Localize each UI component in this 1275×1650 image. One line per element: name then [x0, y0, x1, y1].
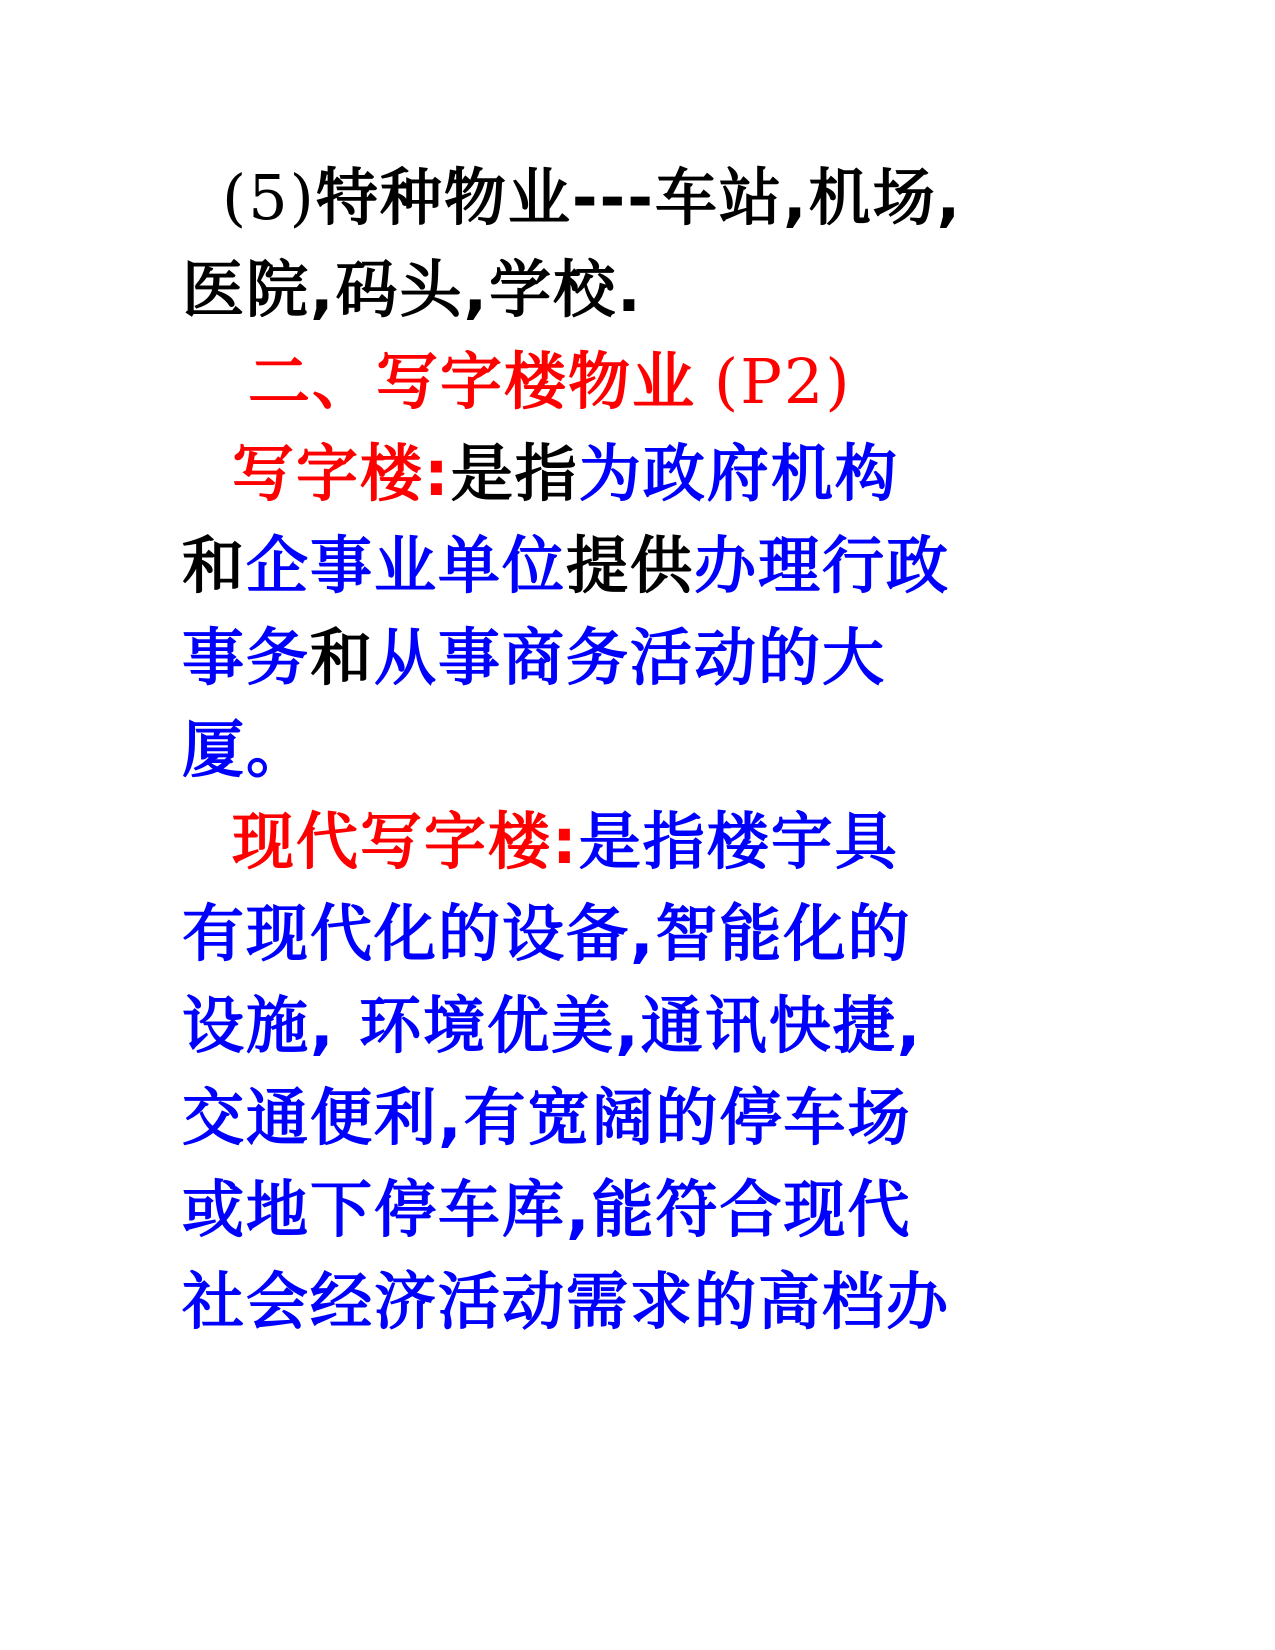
office-segment: 事务	[182, 621, 311, 694]
office-definition-line-2	[182, 526, 1275, 606]
modern-definition-line-1	[232, 802, 1275, 882]
office-segment: 为政府机构	[578, 437, 899, 510]
modern-term: 现代写字楼:	[232, 805, 579, 878]
modern-first-line-text: 是指楼宇具	[578, 805, 899, 878]
section5-line1-text: 特种物业---车站,机场,	[315, 161, 963, 234]
section5-line1	[222, 158, 1275, 238]
modern-definition-line-5: 或地下停车库,能符合现代	[182, 1173, 912, 1246]
section5-number: (5)	[222, 161, 316, 234]
office-segment: 厦。	[182, 713, 311, 786]
section-heading-label: 二、写字楼物业	[248, 345, 697, 418]
modern-definition-line-4: 交通便利,有宽阔的停车场	[182, 1081, 912, 1154]
section5-line2: 医院,码头,学校.	[182, 253, 643, 326]
office-segment: 和	[182, 529, 247, 602]
office-segment: 从事商务活动的大	[374, 621, 887, 694]
office-definition-line-4	[182, 710, 1275, 790]
office-definition-line-3	[182, 618, 1275, 698]
office-segment: 提供	[566, 529, 695, 602]
office-segment: 办理行政	[694, 529, 951, 602]
office-term: 写字楼:	[232, 437, 451, 510]
office-segment: 企事业单位	[246, 529, 567, 602]
section-heading-ref: (P2)	[714, 345, 852, 418]
modern-definition-line-2: 有现代化的设备,智能化的	[182, 897, 912, 970]
modern-definition-line-6: 社会经济活动需求的高档办	[182, 1265, 951, 1338]
modern-definition-line-3: 设施, 环境优美,通讯快捷,	[182, 989, 923, 1062]
office-segment: 是指	[450, 437, 579, 510]
section-heading	[248, 342, 1275, 422]
office-segment: 和	[310, 621, 375, 694]
office-definition-line-1	[232, 434, 1275, 514]
